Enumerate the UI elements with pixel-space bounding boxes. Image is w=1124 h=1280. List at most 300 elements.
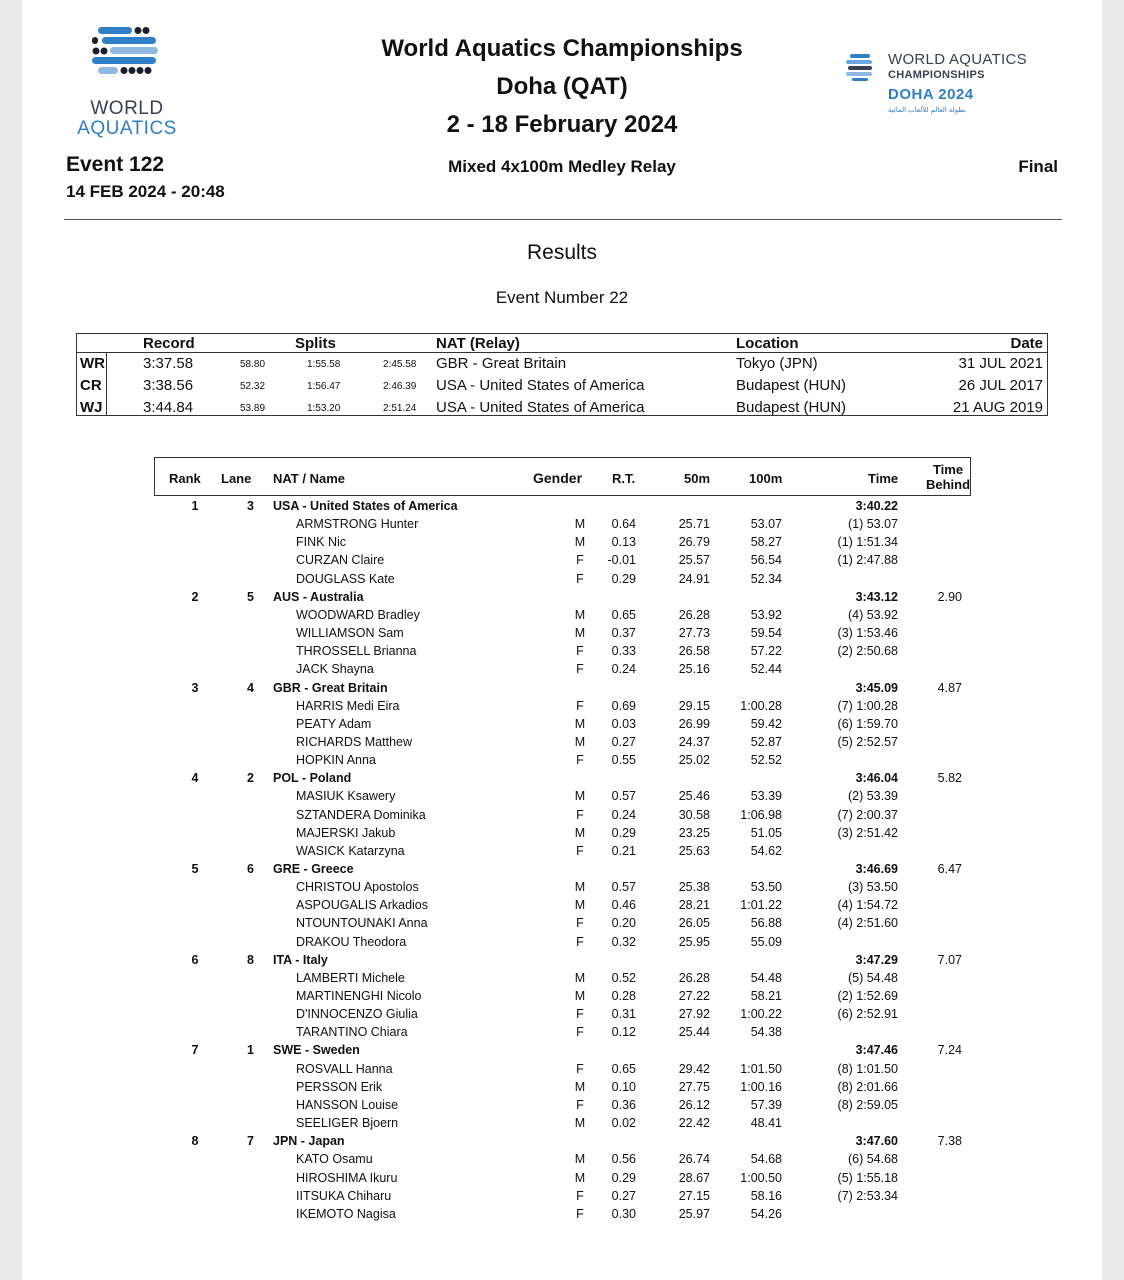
- header-reaction-time: R.T.: [612, 471, 636, 486]
- swimmer-reaction-time: -0.01: [607, 553, 636, 567]
- swimmer-name: PERSSON Erik: [296, 1080, 383, 1094]
- title-line-2: Doha (QAT): [496, 73, 628, 100]
- swimmer-50m: 23.25: [678, 826, 710, 840]
- record-nat: GBR - Great Britain: [436, 355, 567, 372]
- team-lane: 1: [247, 1043, 254, 1057]
- swimmer-reaction-time: 0.27: [611, 1189, 636, 1203]
- swimmer-row: [0, 571, 1124, 589]
- swimmer-reaction-time: 0.46: [611, 898, 636, 912]
- swimmer-cumulative: (6) 54.68: [847, 1152, 898, 1166]
- swimmer-reaction-time: 0.28: [611, 989, 636, 1003]
- swimmer-gender: F: [576, 572, 584, 586]
- swimmer-50m: 22.42: [678, 1116, 710, 1130]
- swimmer-100m: 1:01.50: [740, 1062, 782, 1076]
- header-time-behind-2: Behind: [925, 477, 971, 492]
- title-line-1: World Aquatics Championships: [381, 35, 743, 62]
- swimmer-reaction-time: 0.24: [611, 808, 636, 822]
- header-time-behind-1: Time: [932, 462, 964, 477]
- team-lane: 7: [247, 1134, 254, 1148]
- swimmer-name: FINK Nic: [296, 535, 346, 549]
- swimmer-50m: 25.46: [678, 789, 710, 803]
- swimmer-cumulative: (1) 2:47.88: [837, 553, 898, 567]
- swimmer-50m: 26.28: [678, 971, 710, 985]
- swimmer-cumulative: (6) 1:59.70: [837, 717, 898, 731]
- swimmer-row: [0, 1115, 1124, 1133]
- swimmer-50m: 25.97: [678, 1207, 710, 1221]
- swimmer-gender: M: [574, 1152, 586, 1166]
- swimmer-reaction-time: 0.33: [611, 644, 636, 658]
- team-lane: 5: [247, 590, 254, 604]
- swimmer-cumulative: (3) 2:51.42: [837, 826, 898, 840]
- swimmer-gender: F: [576, 644, 584, 658]
- swimmer-100m: 57.39: [750, 1098, 782, 1112]
- swimmer-100m: 54.68: [750, 1152, 782, 1166]
- swimmer-50m: 27.92: [678, 1007, 710, 1021]
- swimmer-100m: 1:00.16: [740, 1080, 782, 1094]
- team-name: POL - Poland: [273, 771, 352, 785]
- swimmer-reaction-time: 0.30: [611, 1207, 636, 1221]
- records-type-rule: [106, 352, 107, 416]
- team-time: 3:46.69: [855, 862, 898, 876]
- team-rank: 5: [191, 862, 199, 876]
- swimmer-name: HANSSON Louise: [296, 1098, 399, 1112]
- doha-2024-logo: [846, 50, 1066, 120]
- swimmer-cumulative: (7) 2:53.34: [837, 1189, 898, 1203]
- doha-logo-line-4: بطولة العالم للألعاب المائية: [888, 107, 967, 114]
- swimmer-gender: F: [576, 1098, 584, 1112]
- swimmer-name: HOPKIN Anna: [296, 753, 376, 767]
- swimmer-name: TARANTINO Chiara: [296, 1025, 408, 1039]
- swimmer-name: CURZAN Claire: [296, 553, 385, 567]
- swimmer-cumulative: (4) 1:54.72: [837, 898, 898, 912]
- event-name: Mixed 4x100m Medley Relay: [448, 157, 676, 176]
- swimmer-reaction-time: 0.31: [611, 1007, 636, 1021]
- swimmer-100m: 52.44: [750, 662, 782, 676]
- swimmer-row: [0, 734, 1124, 752]
- team-time: 3:47.29: [855, 953, 898, 967]
- event-number: Event Number 22: [495, 288, 629, 307]
- swimmer-50m: 25.02: [678, 753, 710, 767]
- team-rank: 6: [191, 953, 199, 967]
- swimmer-100m: 53.50: [750, 880, 782, 894]
- swimmer-row: [0, 970, 1124, 988]
- swimmer-cumulative: (7) 2:00.37: [837, 808, 898, 822]
- event-code: Event 122: [66, 153, 165, 176]
- swimmer-cumulative: (2) 2:50.68: [837, 644, 898, 658]
- swimmer-100m: 53.39: [750, 789, 782, 803]
- record-split-1: 52.32: [240, 381, 266, 392]
- swimmer-name: KATO Osamu: [296, 1152, 373, 1166]
- swimmer-name: DOUGLASS Kate: [296, 572, 395, 586]
- swimmer-name: HIROSHIMA Ikuru: [296, 1171, 398, 1185]
- swimmer-cumulative: (1) 1:51.34: [837, 535, 898, 549]
- swimmer-50m: 25.44: [678, 1025, 710, 1039]
- record-split-1: 53.89: [240, 403, 266, 414]
- swimmer-100m: 51.05: [750, 826, 782, 840]
- swimmer-row: [0, 607, 1124, 625]
- team-lane: 3: [247, 499, 254, 513]
- record-time: 3:38.56: [143, 377, 194, 394]
- team-lane: 8: [247, 953, 254, 967]
- swimmer-reaction-time: 0.21: [611, 844, 636, 858]
- swimmer-reaction-time: 0.56: [611, 1152, 636, 1166]
- swimmer-cumulative: (2) 53.39: [847, 789, 898, 803]
- record-time: 3:37.58: [143, 355, 194, 372]
- swimmer-gender: M: [574, 608, 586, 622]
- team-name: USA - United States of America: [273, 499, 458, 513]
- team-rank: 1: [191, 499, 199, 513]
- record-split-2: 1:53.20: [307, 403, 341, 414]
- swimmer-100m: 53.07: [750, 517, 782, 531]
- swimmer-reaction-time: 0.20: [611, 916, 636, 930]
- header-time: Time: [868, 471, 899, 486]
- swimmer-reaction-time: 0.29: [611, 1171, 636, 1185]
- team-time: 3:45.09: [855, 681, 898, 695]
- record-location: Budapest (HUN): [736, 377, 847, 394]
- swimmer-gender: M: [574, 535, 586, 549]
- record-split-2: 1:56.47: [307, 381, 341, 392]
- swimmer-row: [0, 1188, 1124, 1206]
- swimmer-name: RICHARDS Matthew: [296, 735, 412, 749]
- records-table: [76, 333, 1048, 416]
- swimmer-reaction-time: 0.36: [611, 1098, 636, 1112]
- team-rank: 7: [191, 1043, 199, 1057]
- records-header-date: Date: [1010, 335, 1043, 352]
- swimmer-name: THROSSELL Brianna: [296, 644, 417, 658]
- swimmer-row: [0, 934, 1124, 952]
- swimmer-100m: 1:06.98: [740, 808, 782, 822]
- swimmer-row: [0, 516, 1124, 534]
- swimmer-100m: 52.52: [750, 753, 782, 767]
- swimmer-100m: 54.48: [750, 971, 782, 985]
- world-aquatics-logo: [66, 26, 188, 138]
- swimmer-50m: 25.63: [678, 844, 710, 858]
- swimmer-gender: M: [574, 880, 586, 894]
- record-location: Budapest (HUN): [736, 399, 847, 416]
- team-lane: 2: [247, 771, 254, 785]
- swimmer-100m: 53.92: [750, 608, 782, 622]
- swimmer-gender: M: [574, 717, 586, 731]
- team-time: 3:47.60: [855, 1134, 898, 1148]
- swimmer-row: [0, 1061, 1124, 1079]
- team-name: GRE - Greece: [273, 862, 354, 876]
- swimmer-row: [0, 643, 1124, 661]
- swimmer-100m: 59.42: [750, 717, 782, 731]
- swimmer-row: [0, 988, 1124, 1006]
- swimmer-50m: 26.79: [678, 535, 710, 549]
- swimmer-reaction-time: 0.37: [611, 626, 636, 640]
- swimmer-reaction-time: 0.55: [611, 753, 636, 767]
- swimmer-gender: F: [576, 753, 584, 767]
- swimmer-cumulative: (5) 54.48: [847, 971, 898, 985]
- team-rank: 3: [191, 681, 199, 695]
- title-line-3: 2 - 18 February 2024: [446, 111, 678, 138]
- swimmer-name: MARTINENGHI Nicolo: [296, 989, 422, 1003]
- team-lane: 6: [247, 862, 254, 876]
- swimmer-50m: 25.71: [678, 517, 710, 531]
- swimmer-gender: F: [576, 844, 584, 858]
- swimmer-row: [0, 897, 1124, 915]
- swimmer-gender: M: [574, 626, 586, 640]
- swimmer-row: [0, 1151, 1124, 1169]
- swimmer-gender: M: [574, 898, 586, 912]
- swimmer-100m: 56.54: [750, 553, 782, 567]
- swimmer-gender: M: [574, 971, 586, 985]
- swimmer-gender: M: [574, 1171, 586, 1185]
- header-50m: 50m: [684, 471, 711, 486]
- swimmer-name: D'INNOCENZO Giulia: [296, 1007, 418, 1021]
- swimmer-100m: 54.26: [750, 1207, 782, 1221]
- header-gender: Gender: [533, 470, 583, 486]
- swimmer-50m: 27.73: [678, 626, 710, 640]
- swimmer-reaction-time: 0.52: [611, 971, 636, 985]
- team-name: ITA - Italy: [273, 953, 328, 967]
- team-row: [0, 589, 1124, 607]
- swimmer-name: CHRISTOU Apostolos: [296, 880, 419, 894]
- swimmer-gender: M: [574, 826, 586, 840]
- team-row: [0, 498, 1124, 516]
- swimmer-50m: 24.37: [678, 735, 710, 749]
- swimmer-name: IITSUKA Chiharu: [296, 1189, 392, 1203]
- team-row: [0, 680, 1124, 698]
- swimmer-reaction-time: 0.29: [611, 826, 636, 840]
- championship-title: [340, 30, 784, 144]
- record-split-1: 58.80: [240, 359, 266, 370]
- swimmer-reaction-time: 0.10: [611, 1080, 636, 1094]
- record-nat: USA - United States of America: [436, 399, 645, 416]
- team-time: 3:40.22: [855, 499, 898, 513]
- swimmer-100m: 56.88: [750, 916, 782, 930]
- header-100m: 100m: [749, 471, 783, 486]
- swimmer-50m: 29.42: [678, 1062, 710, 1076]
- team-time: 3:43.12: [855, 590, 898, 604]
- swimmer-100m: 55.09: [750, 935, 782, 949]
- record-nat: USA - United States of America: [436, 377, 645, 394]
- swimmer-name: LAMBERTI Michele: [296, 971, 405, 985]
- swimmer-50m: 29.15: [678, 699, 710, 713]
- swimmer-gender: M: [574, 1080, 586, 1094]
- swimmer-row: [0, 1097, 1124, 1115]
- record-type: WJ: [80, 399, 103, 416]
- records-header-splits: Splits: [295, 335, 336, 352]
- swimmer-50m: 26.28: [678, 608, 710, 622]
- team-rank: 4: [191, 771, 199, 785]
- swimmer-100m: 1:00.50: [740, 1171, 782, 1185]
- team-rank: 8: [191, 1134, 199, 1148]
- swimmer-name: WILLIAMSON Sam: [296, 626, 404, 640]
- swimmer-cumulative: (7) 1:00.28: [837, 699, 898, 713]
- swimmer-100m: 59.54: [750, 626, 782, 640]
- swimmer-gender: M: [574, 517, 586, 531]
- swimmer-50m: 28.21: [678, 898, 710, 912]
- swimmer-name: JACK Shayna: [296, 662, 374, 676]
- swimmer-50m: 26.58: [678, 644, 710, 658]
- swimmer-50m: 27.15: [678, 1189, 710, 1203]
- team-time: 3:47.46: [855, 1043, 898, 1057]
- swimmer-reaction-time: 0.57: [611, 880, 636, 894]
- team-row: [0, 861, 1124, 879]
- swimmer-100m: 1:00.22: [740, 1007, 782, 1021]
- logo-word-aquatics: AQUATICS: [77, 118, 177, 139]
- swimmer-50m: 26.99: [678, 717, 710, 731]
- team-time-behind: 7.07: [937, 953, 962, 967]
- swimmer-reaction-time: 0.65: [611, 1062, 636, 1076]
- swimmer-cumulative: (4) 53.92: [847, 608, 898, 622]
- swimmer-row: [0, 825, 1124, 843]
- swimmer-cumulative: (5) 1:55.18: [837, 1171, 898, 1185]
- swimmer-cumulative: (5) 2:52.57: [837, 735, 898, 749]
- records-header-location: Location: [736, 335, 799, 352]
- swimmer-row: [0, 1006, 1124, 1024]
- team-name: GBR - Great Britain: [273, 681, 388, 695]
- swimmer-row: [0, 625, 1124, 643]
- swimmer-gender: F: [576, 662, 584, 676]
- team-time: 3:46.04: [855, 771, 898, 785]
- swimmer-gender: M: [574, 1116, 586, 1130]
- swimmer-100m: 58.16: [750, 1189, 782, 1203]
- swimmer-50m: 27.75: [678, 1080, 710, 1094]
- team-name: AUS - Australia: [273, 590, 364, 604]
- swimmer-50m: 25.16: [678, 662, 710, 676]
- swimmer-100m: 1:00.28: [740, 699, 782, 713]
- logo-word-world: WORLD: [90, 98, 164, 119]
- team-time-behind: 7.24: [937, 1043, 962, 1057]
- swimmer-name: NTOUNTOUNAKI Anna: [296, 916, 428, 930]
- swimmer-cumulative: (6) 2:52.91: [837, 1007, 898, 1021]
- record-split-2: 1:55.58: [307, 359, 341, 370]
- swimmer-name: SZTANDERA Dominika: [296, 808, 426, 822]
- swimmer-100m: 52.34: [750, 572, 782, 586]
- swimmer-row: [0, 752, 1124, 770]
- records-header-nat: NAT (Relay): [436, 335, 520, 352]
- record-time: 3:44.84: [143, 399, 194, 416]
- swimmer-100m: 57.22: [750, 644, 782, 658]
- record-type: WR: [80, 355, 105, 372]
- event-datetime: 14 FEB 2024 - 20:48: [66, 182, 225, 201]
- swimmer-cumulative: (8) 2:01.66: [837, 1080, 898, 1094]
- swimmer-gender: F: [576, 1007, 584, 1021]
- swimmer-row: [0, 788, 1124, 806]
- swimmer-name: IKEMOTO Nagisa: [296, 1207, 396, 1221]
- swimmer-row: [0, 716, 1124, 734]
- swimmer-row: [0, 661, 1124, 679]
- swimmer-reaction-time: 0.24: [611, 662, 636, 676]
- swimmer-name: DRAKOU Theodora: [296, 935, 407, 949]
- swimmer-row: [0, 1170, 1124, 1188]
- doha-logo-icon: [846, 52, 876, 82]
- swimmer-reaction-time: 0.03: [611, 717, 636, 731]
- swimmer-row: [0, 698, 1124, 716]
- swimmer-cumulative: (8) 2:59.05: [837, 1098, 898, 1112]
- team-rank: 2: [191, 590, 199, 604]
- swimmer-reaction-time: 0.29: [611, 572, 636, 586]
- doha-logo-line-3: DOHA 2024: [888, 86, 974, 103]
- team-row: [0, 770, 1124, 788]
- swimmer-row: [0, 1079, 1124, 1097]
- record-split-3: 2:45.58: [383, 359, 417, 370]
- team-time-behind: 2.90: [937, 590, 962, 604]
- swimmer-gender: F: [576, 808, 584, 822]
- swimmer-gender: M: [574, 789, 586, 803]
- swimmer-50m: 26.74: [678, 1152, 710, 1166]
- swimmer-cumulative: (2) 1:52.69: [837, 989, 898, 1003]
- swimmer-cumulative: (1) 53.07: [847, 517, 898, 531]
- swimmer-gender: F: [576, 1189, 584, 1203]
- swimmer-name: ASPOUGALIS Arkadios: [296, 898, 429, 912]
- team-row: [0, 1133, 1124, 1151]
- swimmer-name: MAJERSKI Jakub: [296, 826, 396, 840]
- swimmer-gender: M: [574, 989, 586, 1003]
- swimmer-name: SEELIGER Bjoern: [296, 1116, 399, 1130]
- team-time-behind: 6.47: [937, 862, 962, 876]
- swimmer-100m: 54.38: [750, 1025, 782, 1039]
- swimmer-gender: F: [576, 553, 584, 567]
- swimmer-name: WOODWARD Bradley: [296, 608, 420, 622]
- swimmer-row: [0, 1206, 1124, 1224]
- record-date: 26 JUL 2017: [958, 377, 1043, 394]
- team-time-behind: 7.38: [937, 1134, 962, 1148]
- team-name: JPN - Japan: [273, 1134, 345, 1148]
- team-time-behind: 4.87: [937, 681, 962, 695]
- swimmer-reaction-time: 0.65: [611, 608, 636, 622]
- swimmer-100m: 58.27: [750, 535, 782, 549]
- swimmer-name: PEATY Adam: [296, 717, 372, 731]
- team-name: SWE - Sweden: [273, 1043, 360, 1057]
- swimmer-reaction-time: 0.64: [611, 517, 636, 531]
- swimmer-row: [0, 915, 1124, 933]
- swimmer-50m: 26.12: [678, 1098, 710, 1112]
- doha-logo-line-2: CHAMPIONSHIPS: [888, 69, 985, 81]
- header-nat-name: NAT / Name: [273, 471, 345, 486]
- team-lane: 4: [247, 681, 254, 695]
- swimmer-50m: 26.05: [678, 916, 710, 930]
- swimmer-name: ROSVALL Hanna: [296, 1062, 393, 1076]
- record-type: CR: [80, 377, 102, 394]
- results-table-header: [154, 457, 971, 496]
- swimmer-gender: F: [576, 1062, 584, 1076]
- event-phase: Final: [1018, 157, 1058, 176]
- record-location: Tokyo (JPN): [736, 355, 818, 372]
- swimmer-cumulative: (4) 2:51.60: [837, 916, 898, 930]
- swimmer-row: [0, 843, 1124, 861]
- swimmer-name: WASICK Katarzyna: [296, 844, 405, 858]
- swimmer-gender: F: [576, 1025, 584, 1039]
- team-row: [0, 1042, 1124, 1060]
- record-date: 31 JUL 2021: [958, 355, 1043, 372]
- record-split-3: 2:46.39: [383, 381, 417, 392]
- swimmer-reaction-time: 0.57: [611, 789, 636, 803]
- team-row: [0, 952, 1124, 970]
- record-date: 21 AUG 2019: [952, 399, 1043, 416]
- swimmer-name: MASIUK Ksawery: [296, 789, 396, 803]
- swimmer-100m: 54.62: [750, 844, 782, 858]
- swimmer-100m: 58.21: [750, 989, 782, 1003]
- record-split-3: 2:51.24: [383, 403, 417, 414]
- header-lane: Lane: [221, 471, 252, 486]
- swimmer-reaction-time: 0.32: [611, 935, 636, 949]
- swimmer-row: [0, 879, 1124, 897]
- doha-logo-line-1: WORLD AQUATICS: [888, 51, 1027, 68]
- header-divider: [64, 219, 1062, 220]
- swimmer-cumulative: (3) 1:53.46: [837, 626, 898, 640]
- swimmer-50m: 27.22: [678, 989, 710, 1003]
- swimmer-gender: F: [576, 1207, 584, 1221]
- swimmer-row: [0, 807, 1124, 825]
- records-header-record: Record: [143, 335, 195, 352]
- swimmer-50m: 25.38: [678, 880, 710, 894]
- swimmer-50m: 30.58: [678, 808, 710, 822]
- swimmer-cumulative: (8) 1:01.50: [837, 1062, 898, 1076]
